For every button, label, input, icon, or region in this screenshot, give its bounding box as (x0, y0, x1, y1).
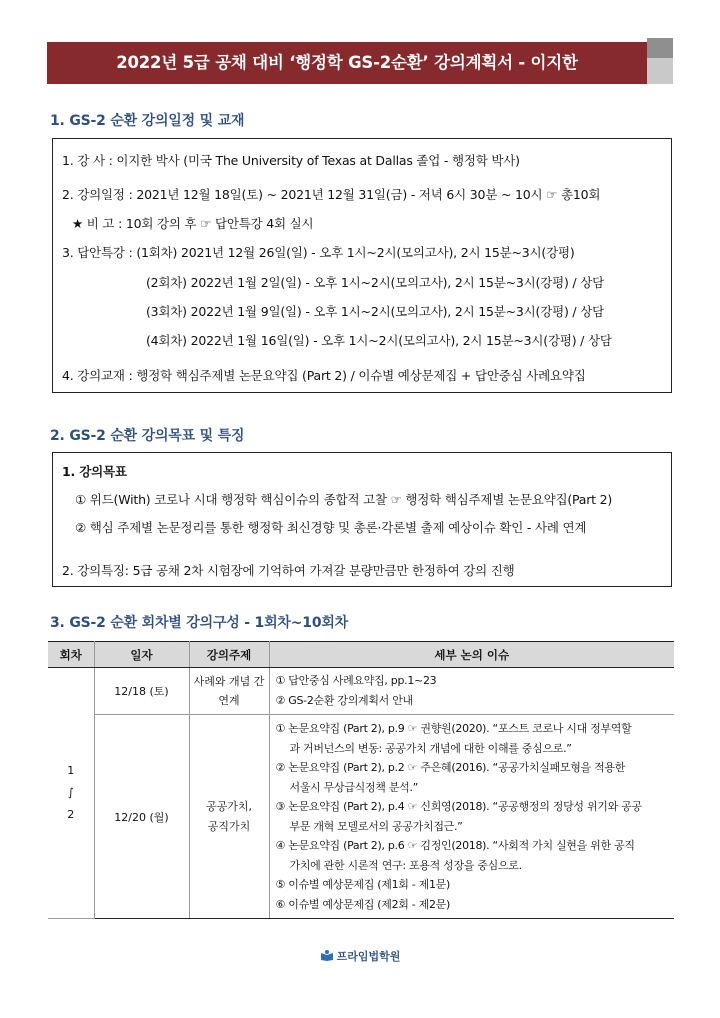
header-details: 세부 논의 이슈 (269, 642, 674, 668)
header-topic: 강의주제 (189, 642, 269, 668)
remark-line: ★ 비 고 : 10회 강의 후 ☞ 답안특강 4회 실시 (72, 216, 314, 231)
topic-cell: 공공가치, 공직가치 (189, 715, 269, 919)
detail-item: ③ 논문요약집 (Part 2), p.4 ☞ 신희영(2018). “공공행정의 정당성 위기와 공공 (275, 800, 642, 813)
answer-special-line-4: (4회차) 2022년 1월 16일(일) - 오후 1시~2시(모의고사), 2시 15분~3시(강평) / 상담 (146, 333, 612, 348)
detail-item: ① 논문요약집 (Part 2), p.9 ☞ 권향원(2020). “포스트 코로나 시대 정부역할 (275, 722, 632, 735)
detail-item: 가치에 관한 시론적 연구: 포용적 성장을 중심으로. (289, 858, 522, 872)
section2-box (52, 452, 672, 587)
title-accent-block (647, 38, 673, 58)
table-row (48, 668, 674, 715)
session-label: 1 ∫ 2 (67, 764, 75, 821)
detail-item: ⑤ 이슈별 예상문제집 (제1회 - 제1문) (275, 878, 451, 891)
section2-heading: 2. GS-2 순환 강의목표 및 특징 (50, 428, 245, 444)
topic-cell: 사례와 개념 간 연계 (189, 668, 269, 715)
session-cell (48, 668, 94, 919)
section1-heading: 1. GS-2 순환 강의일정 및 교재 (50, 113, 245, 129)
schedule-line: 2. 강의일정 : 2021년 12월 18일(토) ~ 2021년 12월 31일(금) - 저녁 6시 30분 ~ 10시 ☞ 총10회 (62, 187, 601, 202)
book-icon (320, 950, 334, 961)
header-date: 일자 (94, 642, 189, 668)
title-accent-block-light (647, 58, 673, 84)
footer-logo-text: 프라임법학원 (336, 950, 401, 963)
goal-title: 1. 강의목표 (62, 464, 127, 479)
table-row (48, 715, 674, 919)
section3-heading: 3. GS-2 순환 회차별 강의구성 - 1회차~10회차 (50, 615, 349, 631)
detail-item: ① 답안중심 사례요약집, pp.1~23 (275, 674, 437, 687)
answer-special-line-1: 3. 답안특강 : (1회차) 2021년 12월 26일(일) - 오후 1시~2시(모의고사), 2시 15분~3시(강평) (62, 245, 575, 260)
detail-item: ⑥ 이슈별 예상문제집 (제2회 - 제2문) (275, 897, 451, 911)
answer-special-line-2: (2회차) 2022년 1월 2일(일) - 오후 1시~2시(모의고사), 2시 15분~3시(강평) / 상담 (146, 275, 604, 290)
date-cell: 12/20 (월) (94, 715, 189, 919)
title-bar (47, 38, 673, 84)
detail-item: ② 논문요약집 (Part 2), p.2 ☞ 주은혜(2016). “공공가치실패모형을 적용한 (275, 761, 626, 774)
schedule-table (48, 641, 674, 919)
section1-box (52, 138, 672, 393)
footer-logo (0, 948, 720, 964)
answer-special-line-3: (3회차) 2022년 1월 9일(일) - 오후 1시~2시(모의고사), 2시 15분~3시(강평) / 상담 (146, 304, 604, 319)
document-title: 2022년 5급 공채 대비 ‘행정학 GS-2순환’ 강의계획서 - 이지한 (47, 42, 647, 84)
goal-item-2: ② 핵심 주제별 논문정리를 통한 행정학 최신경향 및 총론·각론별 출제 예상이슈 확인 - 사례 연계 (75, 520, 587, 535)
lecturer-line: 1. 강 사 : 이지한 박사 (미국 The University of Texas at Dallas 졸업 - 행정학 박사) (62, 153, 520, 168)
detail-item: 서울시 무상급식정책 분석.” (289, 780, 419, 794)
detail-item: ② GS-2순환 강의계획서 안내 (275, 693, 413, 707)
header-session: 회차 (48, 642, 94, 668)
textbook-line: 4. 강의교재 : 행정학 핵심주제별 논문요약집 (Part 2) / 이슈별 예상문제집 + 답안중심 사례요약집 (62, 368, 586, 383)
detail-item: ④ 논문요약집 (Part 2), p.6 ☞ 김정인(2018). “사회적 가치 실현을 위한 공직 (275, 839, 635, 852)
goal-item-1: ① 위드(With) 코로나 시대 행정학 핵심이슈의 종합적 고찰 ☞ 행정학 핵심주제별 논문요약집(Part 2) (75, 492, 613, 507)
feature-line: 2. 강의특징: 5급 공채 2차 시험장에 기억하여 가져갈 분량만큼만 한정하여 강의 진행 (62, 563, 515, 578)
details-cell (269, 668, 674, 715)
detail-item: 과 거버넌스의 변동: 공공가치 개념에 대한 이해를 중심으로.” (289, 741, 572, 755)
table-header-row (48, 642, 674, 668)
detail-item: 부문 개혁 모델로서의 공공가치접근.” (289, 819, 463, 833)
details-cell (269, 715, 674, 919)
date-cell: 12/18 (토) (94, 668, 189, 715)
